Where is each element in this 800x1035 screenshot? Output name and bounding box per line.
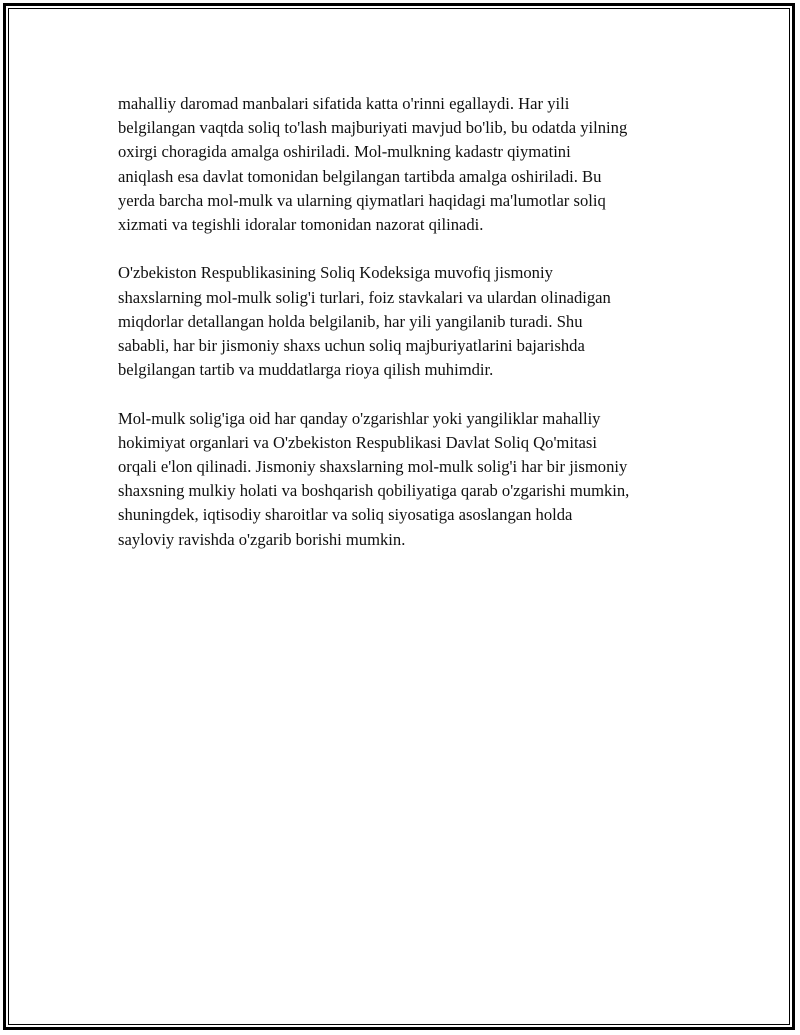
paragraph-3 (118, 407, 698, 552)
paragraph-line: orqali e'lon qilinadi. Jismoniy shaxslarning mol-mulk solig'i har bir jismoniy (118, 457, 628, 477)
paragraph-line: mahalliy daromad manbalari sifatida katta o'rinni egallaydi. Har yili (118, 94, 570, 113)
paragraph-2 (118, 261, 698, 382)
paragraph-line: yerda barcha mol-mulk va ularning qiymatlari haqidagi ma'lumotlar soliq (118, 190, 606, 210)
paragraph-line: belgilangan vaqtda soliq to'lash majburiyati mavjud bo'lib, bu odatda yilning (118, 118, 628, 138)
paragraph-line: Mol-mulk solig'iga oid har qanday o'zgarishlar yoki yangiliklar mahalliy (118, 408, 601, 428)
paragraph-line: miqdorlar detallangan holda belgilanib, har yili yangilanib turadi. Shu (118, 311, 583, 331)
paragraph-line: shaxsning mulkiy holati va boshqarish qobiliyatiga qarab o'zgarishi mumkin, (118, 481, 630, 501)
paragraph-line: shuningdek, iqtisodiy sharoitlar va soliq siyosatiga asoslangan holda (118, 505, 573, 525)
paragraph-line: aniqlash esa davlat tomonidan belgilangan tartibda amalga oshiriladi. Bu (118, 166, 602, 186)
paragraph-line: O'zbekiston Respublikasining Soliq Kodeksiga muvofiq jismoniy (118, 263, 553, 283)
paragraph-line: sayloviy ravishda o'zgarib borishi mumkin. (118, 529, 406, 549)
paragraph-line: hokimiyat organlari va O'zbekiston Respublikasi Davlat Soliq Qo'mitasi (118, 432, 597, 452)
paragraph-1 (118, 92, 698, 237)
paragraph-line: oxirgi choragida amalga oshiriladi. Mol-mulkning kadastr qiymatini (118, 142, 571, 162)
paragraph-line: xizmati va tegishli idoralar tomonidan nazorat qilinadi. (118, 215, 484, 235)
paragraph-line: shaxslarning mol-mulk solig'i turlari, foiz stavkalari va ulardan olinadigan (118, 287, 611, 307)
paragraph-line: sababli, har bir jismoniy shaxs uchun soliq majburiyatlarini bajarishda (118, 336, 585, 356)
document-body (118, 92, 698, 576)
paragraph-line: belgilangan tartib va muddatlarga rioya qilish muhimdir. (118, 360, 494, 380)
